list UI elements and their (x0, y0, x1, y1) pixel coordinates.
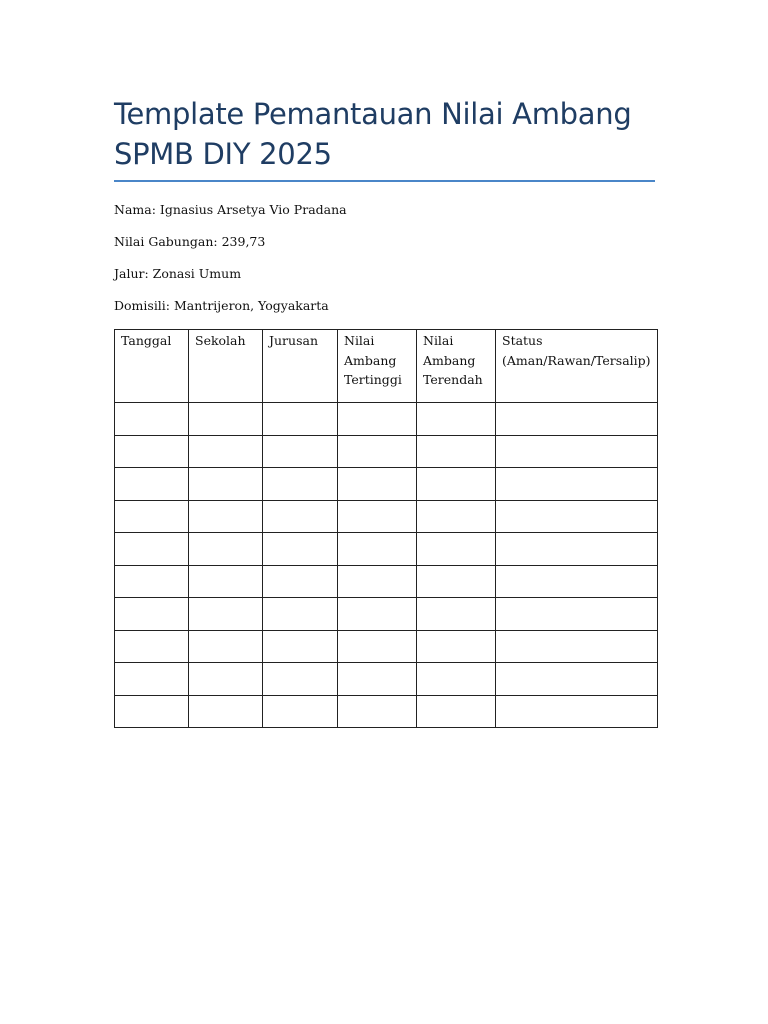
table-cell-sekolah[interactable] (189, 565, 263, 598)
table-cell-status[interactable] (496, 565, 658, 598)
table-cell-nilai-ambang-tertinggi[interactable] (338, 533, 417, 566)
info-domisili: Domisili: Mantrijeron, Yogyakarta (114, 298, 329, 313)
table-cell-nilai-ambang-terendah[interactable] (417, 403, 496, 436)
table-cell-nilai-ambang-terendah[interactable] (417, 500, 496, 533)
table-cell-tanggal[interactable] (115, 500, 189, 533)
table-cell-nilai-ambang-tertinggi[interactable] (338, 598, 417, 631)
table-cell-jurusan[interactable] (263, 403, 338, 436)
table-cell-tanggal[interactable] (115, 403, 189, 436)
table-row (115, 630, 658, 663)
table-row (115, 598, 658, 631)
table-cell-tanggal[interactable] (115, 695, 189, 728)
info-nama: Nama: Ignasius Arsetya Vio Pradana (114, 202, 347, 217)
table-cell-nilai-ambang-terendah[interactable] (417, 435, 496, 468)
table-cell-nilai-ambang-tertinggi[interactable] (338, 565, 417, 598)
table-cell-nilai-ambang-tertinggi[interactable] (338, 403, 417, 436)
table-cell-nilai-ambang-tertinggi[interactable] (338, 630, 417, 663)
header-tanggal: Tanggal (115, 330, 189, 403)
table-cell-nilai-ambang-terendah[interactable] (417, 533, 496, 566)
table-cell-sekolah[interactable] (189, 695, 263, 728)
table-row (115, 695, 658, 728)
table-cell-status[interactable] (496, 403, 658, 436)
table-cell-sekolah[interactable] (189, 533, 263, 566)
table-cell-jurusan[interactable] (263, 500, 338, 533)
table-cell-tanggal[interactable] (115, 598, 189, 631)
header-sekolah: Sekolah (189, 330, 263, 403)
table-row (115, 663, 658, 696)
table-cell-jurusan[interactable] (263, 468, 338, 501)
table-cell-tanggal[interactable] (115, 435, 189, 468)
table-cell-status[interactable] (496, 630, 658, 663)
table-row (115, 435, 658, 468)
table-cell-status[interactable] (496, 435, 658, 468)
table-cell-nilai-ambang-tertinggi[interactable] (338, 663, 417, 696)
table-cell-jurusan[interactable] (263, 695, 338, 728)
table-cell-tanggal[interactable] (115, 468, 189, 501)
table-header-row (115, 330, 658, 403)
table-cell-sekolah[interactable] (189, 500, 263, 533)
table-cell-status[interactable] (496, 533, 658, 566)
table-cell-nilai-ambang-terendah[interactable] (417, 468, 496, 501)
info-nilai-gabungan: Nilai Gabungan: 239,73 (114, 234, 266, 249)
table-cell-sekolah[interactable] (189, 468, 263, 501)
header-jurusan: Jurusan (263, 330, 338, 403)
table-row (115, 533, 658, 566)
table-cell-tanggal[interactable] (115, 663, 189, 696)
title-underline (114, 180, 655, 182)
table-cell-nilai-ambang-tertinggi[interactable] (338, 468, 417, 501)
table-body (115, 403, 658, 728)
table-cell-nilai-ambang-terendah[interactable] (417, 630, 496, 663)
table-cell-jurusan[interactable] (263, 663, 338, 696)
table-cell-sekolah[interactable] (189, 435, 263, 468)
table-row (115, 500, 658, 533)
header-status: Status (Aman/Rawan/Tersalip) (496, 330, 658, 403)
table-cell-nilai-ambang-tertinggi[interactable] (338, 695, 417, 728)
table-cell-status[interactable] (496, 468, 658, 501)
monitoring-table (114, 329, 658, 728)
table-cell-sekolah[interactable] (189, 663, 263, 696)
table-cell-nilai-ambang-terendah[interactable] (417, 695, 496, 728)
table-row (115, 403, 658, 436)
table-cell-status[interactable] (496, 500, 658, 533)
table-cell-jurusan[interactable] (263, 598, 338, 631)
table-cell-nilai-ambang-terendah[interactable] (417, 598, 496, 631)
table-cell-jurusan[interactable] (263, 565, 338, 598)
table-cell-sekolah[interactable] (189, 403, 263, 436)
table-row (115, 468, 658, 501)
table-cell-nilai-ambang-tertinggi[interactable] (338, 435, 417, 468)
table-cell-status[interactable] (496, 598, 658, 631)
table-cell-tanggal[interactable] (115, 630, 189, 663)
table-cell-sekolah[interactable] (189, 598, 263, 631)
table-row (115, 565, 658, 598)
table-cell-status[interactable] (496, 663, 658, 696)
table-cell-jurusan[interactable] (263, 533, 338, 566)
header-nilai-ambang-terendah: Nilai Ambang Terendah (417, 330, 496, 403)
table-cell-nilai-ambang-terendah[interactable] (417, 565, 496, 598)
table-cell-nilai-ambang-tertinggi[interactable] (338, 500, 417, 533)
table-cell-status[interactable] (496, 695, 658, 728)
document-title: Template Pemantauan Nilai Ambang SPMB DIY 2025 (114, 97, 632, 171)
table-cell-tanggal[interactable] (115, 565, 189, 598)
header-nilai-ambang-tertinggi: Nilai Ambang Tertinggi (338, 330, 417, 403)
table-cell-jurusan[interactable] (263, 435, 338, 468)
table-cell-jurusan[interactable] (263, 630, 338, 663)
table-cell-tanggal[interactable] (115, 533, 189, 566)
table-cell-sekolah[interactable] (189, 630, 263, 663)
table-cell-nilai-ambang-terendah[interactable] (417, 663, 496, 696)
info-jalur: Jalur: Zonasi Umum (114, 266, 242, 281)
